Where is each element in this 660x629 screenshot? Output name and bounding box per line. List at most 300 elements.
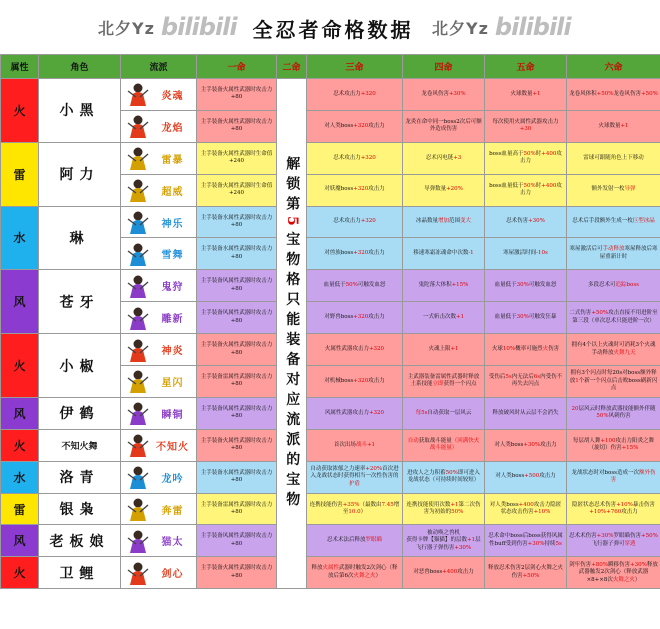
school-cell (121, 493, 197, 525)
text-fragment: 层风云时释放武器技能 (578, 405, 634, 412)
life-6-cell (567, 79, 660, 111)
page-title: 全忍者命格数据 (252, 18, 414, 42)
highlight-value: +3 (453, 154, 462, 161)
text-fragment: 自动获取一层风云 (427, 409, 472, 416)
school-inner (121, 528, 196, 554)
highlight-value: 10% (502, 345, 516, 352)
highlight-value: 火舞九天 (613, 349, 636, 356)
life-1-cell: 主手装备火属性武器时攻击力+80 (197, 110, 277, 142)
highlight-value: +10% (533, 509, 551, 516)
text-fragment: 对机械boss (324, 377, 354, 384)
text-fragment: 飞行器子弹可 (591, 540, 625, 547)
text-fragment: 二式伤害 (569, 310, 592, 317)
life-3-cell (307, 557, 403, 589)
highlight-value: +500 (524, 473, 540, 480)
text-fragment: 忍术术伤害 (569, 533, 597, 540)
life-3-cell (307, 206, 403, 238)
text-fragment: 拥有3个闪点时 (570, 370, 607, 377)
text-fragment: 主武器装备雷属性武器时 (407, 374, 469, 381)
text-fragment: 血量低于 (323, 282, 346, 289)
text-fragment: ） (634, 576, 641, 583)
element-cell: 风 (1, 525, 39, 557)
text-fragment: 攻击力 (368, 377, 385, 384)
highlight-value: +320 (360, 154, 376, 161)
life-5-cell (485, 525, 567, 557)
highlight-value: +320 (353, 186, 369, 193)
school-cell (121, 270, 197, 302)
school-name: 神炎 (161, 346, 184, 358)
text-fragment: 范围 (449, 218, 461, 225)
text-fragment: 忍术攻击力 (333, 90, 361, 97)
life-5-cell (485, 142, 567, 174)
life-3-cell (307, 238, 403, 270)
text-fragment: 可触发血怒 (528, 282, 557, 289)
text-fragment: 寒屋激活后可 (569, 246, 603, 253)
text-fragment: 血量低于 (494, 313, 517, 320)
text-fragment: 对野兽boss (324, 313, 354, 320)
table-row (1, 142, 660, 174)
text-fragment: 攻击力 (540, 441, 557, 448)
text-fragment: 对boss造成一次 (599, 469, 639, 476)
text-fragment: 额外发射一枚 (591, 186, 625, 193)
life-3-cell (307, 366, 403, 398)
element-cell: 雷 (1, 142, 39, 206)
text-fragment: boss血量低于 (489, 182, 524, 189)
header-life-4: 四命 (403, 55, 485, 79)
life-5-cell (485, 429, 567, 461)
text-fragment: 风属性武器 (324, 409, 353, 416)
school-cell (121, 110, 197, 142)
ninja-portrait-icon (127, 177, 149, 203)
text-fragment: 对人类boss (324, 122, 354, 129)
highlight-value: +30% (448, 90, 466, 97)
text-fragment: 火舞之火伤害 (511, 565, 563, 579)
highlight-value: +1 (532, 90, 541, 97)
highlight-value: +400 (518, 501, 534, 508)
text-fragment: 即可进入龙战状态 (407, 469, 480, 484)
text-fragment: 寒屋 (624, 246, 636, 253)
ninja-portrait-icon (127, 496, 149, 522)
note-number: 5 (284, 215, 301, 232)
text-fragment: 阳炎之舞（旋切）伤害 (588, 437, 655, 452)
text-fragment: 进攻人之力积蓄 (407, 469, 446, 476)
life-1-cell: 主手装备风属性武器时攻击力+80 (197, 397, 277, 429)
text-fragment: 首次出场 (333, 441, 356, 448)
highlight-value: 30% (516, 282, 529, 289)
character-name: 阿力 (39, 142, 121, 206)
school-inner (121, 209, 196, 235)
highlight-value: +15% (621, 445, 639, 452)
text-fragment: 额外生成一枚 (599, 218, 633, 225)
highlight-value: +30% (630, 561, 647, 568)
ninja-portrait-icon (127, 400, 149, 426)
life-3-cell (307, 334, 403, 366)
text-fragment: 第二次伤害为初始的 (423, 501, 481, 516)
table-row (1, 461, 660, 493)
bilibili-logo-icon: bilibili (160, 13, 237, 41)
text-fragment: 寒屋激活时间 (503, 250, 537, 257)
highlight-value: -10s (536, 250, 548, 257)
highlight-value: +320 (353, 250, 369, 257)
life-5-cell (485, 238, 567, 270)
highlight-value: +15% (451, 282, 469, 289)
life-1-cell: 主手装备水属性武器时攻击力+80 (197, 206, 277, 238)
school-cell (121, 174, 197, 206)
life-4-cell (403, 142, 485, 174)
life-6-cell (567, 270, 660, 302)
school-cell (121, 429, 197, 461)
text-fragment: 释放破风时 (492, 409, 520, 416)
life-3-cell (307, 174, 403, 206)
text-fragment: 多段忍术可 (588, 282, 616, 289)
school-inner (121, 368, 196, 394)
school-cell (121, 206, 197, 238)
element-cell: 风 (1, 397, 39, 429)
school-cell (121, 302, 197, 334)
highlight-value: 10.0 (348, 509, 361, 516)
text-fragment: 获得相当一次性伤害的 (343, 473, 399, 480)
life-3-cell (307, 270, 403, 302)
highlight-value: +320 (368, 409, 385, 416)
note-pre: 解锁第 (284, 155, 301, 216)
life-1-cell: 主手装备火属性武器时攻击力+80 (197, 429, 277, 461)
highlight-value: +50% (641, 90, 658, 97)
life-4-cell (403, 429, 485, 461)
ninja-mingge-table (0, 54, 660, 589)
text-fragment: 一式斩击次数 (422, 313, 456, 320)
highlight-value: +320 (353, 377, 369, 384)
text-fragment: 对兽族boss (324, 250, 354, 257)
school-name: 神乐 (161, 218, 184, 230)
text-fragment: 进阶至第三段 (572, 310, 658, 324)
ninja-portrait-icon (127, 528, 149, 554)
life-5-cell (485, 334, 567, 366)
highlight-value: +20% (446, 186, 463, 193)
text-fragment: 飞行器子弹伤害 (415, 544, 455, 551)
highlight-value: -1 (468, 250, 474, 257)
life-4-cell (403, 557, 485, 589)
text-fragment: 龙卷风伤害 (421, 90, 449, 97)
text-fragment: 释放 (311, 565, 323, 572)
highlight-value: 每5s (415, 409, 428, 416)
life-4-cell (403, 366, 485, 398)
highlight-value: 增加 (437, 218, 449, 225)
highlight-value: 50% (523, 182, 536, 189)
highlight-value: +30% (527, 540, 545, 547)
text-fragment: 被动唤之兽机 (426, 529, 460, 536)
text-fragment: 每层胡人舞 (572, 437, 601, 444)
text-fragment: 可触发狂暴 (528, 313, 557, 320)
school-name: 雷暴 (161, 154, 184, 166)
life-5-cell (485, 270, 567, 302)
text-fragment: 攻击力 (352, 345, 369, 352)
highlight-value: +50% (641, 533, 658, 540)
school-inner (121, 273, 196, 299)
school-name: 雪舞 (161, 250, 184, 262)
highlight-value: 罗眼瞄 (365, 537, 383, 544)
school-name: 鬼狩 (161, 282, 184, 294)
watermark-right (432, 12, 571, 42)
highlight-value: +1 (450, 501, 459, 508)
highlight-value: 火舞之火 (353, 572, 376, 579)
text-fragment: （最数由 (359, 501, 382, 508)
highlight-value: 50% (445, 469, 458, 476)
life-4-cell (403, 334, 485, 366)
text-fragment: 龙战状态时 (571, 469, 599, 476)
text-fragment: 忍术伤害 (506, 218, 529, 225)
highlight-value: +30% (454, 544, 472, 551)
text-fragment: 攻击力 (539, 473, 556, 480)
highlight-value: 追踪boss (615, 282, 639, 289)
life-6-cell (567, 334, 660, 366)
text-fragment: 冰晶数量 (415, 218, 438, 225)
highlight-value: +50% (591, 310, 609, 317)
text-fragment: 火球数量 (510, 90, 533, 97)
watermark-left (98, 12, 237, 42)
text-fragment: 内无法后 (511, 374, 534, 381)
element-cell: 雷 (1, 493, 39, 525)
life-4-cell (403, 270, 485, 302)
text-fragment: 获得一个闪点 (443, 381, 477, 388)
text-fragment: （释放武器×8+×8次 (586, 569, 649, 583)
unlock-note-text (284, 156, 299, 512)
text-fragment: 忍术闪电链 (425, 154, 454, 161)
text-fragment: 释放土系技能 (410, 374, 480, 388)
text-fragment: 对人类boss (494, 441, 524, 448)
life-3-cell (307, 397, 403, 429)
text-fragment: 时 (535, 182, 542, 189)
school-inner (121, 113, 196, 139)
school-inner (121, 241, 196, 267)
highlight-value: 导弹 (624, 186, 636, 193)
text-fragment: 概率 (515, 345, 527, 352)
school-inner (121, 145, 196, 171)
school-inner (121, 400, 196, 426)
life-5-cell (485, 461, 567, 493)
life-4-cell (403, 110, 485, 142)
text-fragment: boss血量高于 (489, 150, 524, 157)
school-inner (121, 464, 196, 490)
text-fragment: 攻击力 (519, 182, 562, 197)
school-name: 不知火 (156, 441, 189, 453)
text-fragment: 火属性武器 (324, 345, 353, 352)
character-name: 银枭 (39, 493, 121, 525)
text-fragment: 龙卷风伤害 (613, 90, 642, 97)
text-fragment: 首次进入龙战状态时 (310, 466, 399, 480)
highlight-value: +320 (360, 90, 376, 97)
highlight-value: +10% (616, 501, 633, 508)
highlight-value: 火属性 (322, 565, 339, 572)
life-1-cell: 主手装备水属性武器时攻击力+80 (197, 238, 277, 270)
text-fragment: 释放武器触发2次剑心 (578, 561, 658, 576)
school-inner (121, 560, 196, 586)
life-6-cell (567, 397, 660, 429)
school-inner (121, 496, 196, 522)
highlight-value: 30% (516, 313, 529, 320)
character-name: 卫鲤 (39, 557, 121, 589)
school-inner (121, 81, 196, 107)
highlight-value: 5s (555, 540, 562, 547)
life-4-cell (403, 302, 485, 334)
highlight-value: 战斗 (355, 441, 367, 448)
life-3-cell (307, 525, 403, 557)
highlight-value: +400 (541, 182, 557, 189)
text-fragment: 释放后寒屋重新计时 (599, 246, 658, 260)
school-cell (121, 397, 197, 429)
unlock-note (277, 79, 307, 589)
text-fragment: 获得卡牌【猫猫】 (406, 537, 451, 544)
highlight-value: +10% (589, 509, 607, 516)
life-1-cell: 主手装备火属性武器时攻击力+80 (197, 557, 277, 589)
highlight-value: 手动释放 (602, 246, 625, 253)
text-fragment: ） (360, 509, 367, 516)
text-fragment: 隐匿状态忍术伤害 (572, 501, 617, 508)
text-fragment: 攻击直接不用 (608, 310, 642, 317)
school-cell (121, 557, 197, 589)
text-fragment: 释放 (569, 370, 657, 384)
ninja-portrait-icon (127, 368, 149, 394)
school-name: 星闪 (161, 377, 184, 389)
text-fragment: 攻击力 (621, 509, 638, 516)
life-6-cell (567, 110, 660, 142)
highlight-value: 5s (505, 374, 512, 381)
element-cell: 风 (1, 270, 39, 334)
highlight-value: +320 (360, 218, 376, 225)
life-5-cell (485, 110, 567, 142)
life-5-cell (485, 366, 567, 398)
text-fragment: 伤害 (548, 345, 560, 352)
highlight-value: +320 (353, 122, 369, 129)
title-bar (0, 0, 660, 54)
character-name: 老板娘 (39, 525, 121, 557)
text-fragment: 的层数 (450, 537, 467, 544)
ninja-portrait-icon (127, 337, 149, 363)
life-1-cell: 主手装备风属性武器时攻击力+80 (197, 525, 277, 557)
life-6-cell (567, 142, 660, 174)
text-fragment: 新一个闪点 (584, 377, 612, 384)
ninja-portrait-icon (127, 81, 149, 107)
text-fragment: 攻击力 (368, 313, 385, 320)
text-fragment: 命中次数 (446, 250, 469, 257)
highlight-value: 7.45 (381, 501, 394, 508)
life-6-cell (567, 429, 660, 461)
school-inner (121, 305, 196, 331)
school-inner (121, 337, 196, 363)
life-6-cell (567, 302, 660, 334)
highlight-value: +400 (442, 569, 458, 576)
text-fragment: 龙卷风体积 (569, 90, 597, 97)
school-cell (121, 334, 197, 366)
school-name: 剑心 (161, 569, 184, 581)
highlight-value: +30% (596, 533, 614, 540)
header-life-6: 六命 (567, 55, 660, 79)
highlight-value: +30 (519, 126, 532, 133)
life-5-cell (485, 302, 567, 334)
life-6-cell (567, 174, 660, 206)
text-fragment: 隐匿状态攻击伤害 (500, 501, 562, 516)
highlight-value: 50% (523, 150, 536, 157)
text-fragment: 释放忍术伤害2层剑心 (487, 565, 541, 572)
highlight-value: +20% (365, 466, 383, 472)
highlight-value: 20 (571, 405, 579, 412)
text-fragment: 导弹数量 (424, 186, 447, 193)
life-1-cell: 主手装备风属性武器时攻击力+80 (197, 270, 277, 302)
table-row (1, 206, 660, 238)
text-fragment: 攻击力 (615, 437, 633, 444)
character-name: 琳 (39, 206, 121, 270)
highlight-value: 火 (542, 345, 549, 352)
text-fragment: 龙炎在命中同一boss2次后可额外造成伤害 (405, 118, 482, 133)
life-6-cell (567, 493, 660, 525)
school-cell (121, 238, 197, 270)
bilibili-logo-icon: bilibili (494, 13, 571, 41)
text-fragment: 忍术攻击力 (333, 218, 361, 225)
ninja-portrait-icon (127, 560, 149, 586)
highlight-value: +80% (591, 561, 608, 568)
text-fragment: 鬼陀落大体积 (418, 282, 452, 289)
life-6-cell (567, 525, 660, 557)
highlight-value: +30% (523, 441, 541, 448)
life-3-cell (307, 110, 403, 142)
text-fragment: 不再失去闪点 (511, 374, 563, 388)
text-fragment: 可触发血怒 (357, 282, 386, 289)
life-1-cell: 主手装备火属性武器时生命值+240 (197, 142, 277, 174)
character-name: 不知火舞 (39, 429, 121, 461)
highlight-value: 50% (451, 509, 464, 516)
text-fragment: 对恶兽boss (413, 569, 443, 576)
highlight-value: +1 (466, 537, 476, 544)
ninja-portrait-icon (127, 273, 149, 299)
life-6-cell (567, 238, 660, 270)
highlight-value: 穿透 (624, 540, 636, 547)
text-fragment: 攻击力 (519, 150, 562, 165)
note-post: 宝物格只能装备对应流派的宝物 (284, 231, 301, 512)
text-fragment: 血量低于 (494, 282, 517, 289)
ninja-portrait-icon (127, 145, 149, 171)
table-row (1, 429, 660, 461)
highlight-value: +320 (368, 345, 385, 352)
school-inner (121, 177, 196, 203)
life-6-cell (567, 206, 660, 238)
highlight-value: （回满快火战斗能量） (429, 437, 480, 452)
text-fragment: 增至 (342, 501, 400, 516)
life-1-cell: 主手装备水属性武器时攻击力+80 (197, 461, 277, 493)
highlight-value: 自动 (407, 437, 419, 444)
header-life-1: 一命 (197, 55, 277, 79)
table-row (1, 79, 660, 111)
life-3-cell (307, 461, 403, 493)
element-cell: 火 (1, 334, 39, 398)
highlight-value: +400 (541, 150, 557, 157)
header-life-2: 二命 (277, 55, 307, 79)
text-fragment: 火球 (491, 345, 503, 352)
life-6-cell (567, 461, 660, 493)
text-fragment: （单次忍术只能进阶一次） (588, 317, 655, 324)
highlight-value: +1 (455, 313, 465, 320)
ninja-portrait-icon (127, 209, 149, 235)
text-fragment: boss获得风属性buff (489, 533, 563, 547)
highlight-value: +50% (522, 572, 540, 579)
text-fragment: 对人类boss (489, 501, 519, 508)
text-fragment: （可持续时间较短） (429, 477, 480, 484)
school-name: 瞬铜 (161, 409, 184, 421)
school-name: 雕新 (161, 314, 184, 326)
school-cell (121, 79, 197, 111)
text-fragment: 暴击伤害 (632, 501, 655, 508)
character-name: 小黑 (39, 79, 121, 143)
text-fragment: 每次使用火属性武器攻击力 (492, 118, 559, 125)
character-name: 小椒 (39, 334, 121, 398)
